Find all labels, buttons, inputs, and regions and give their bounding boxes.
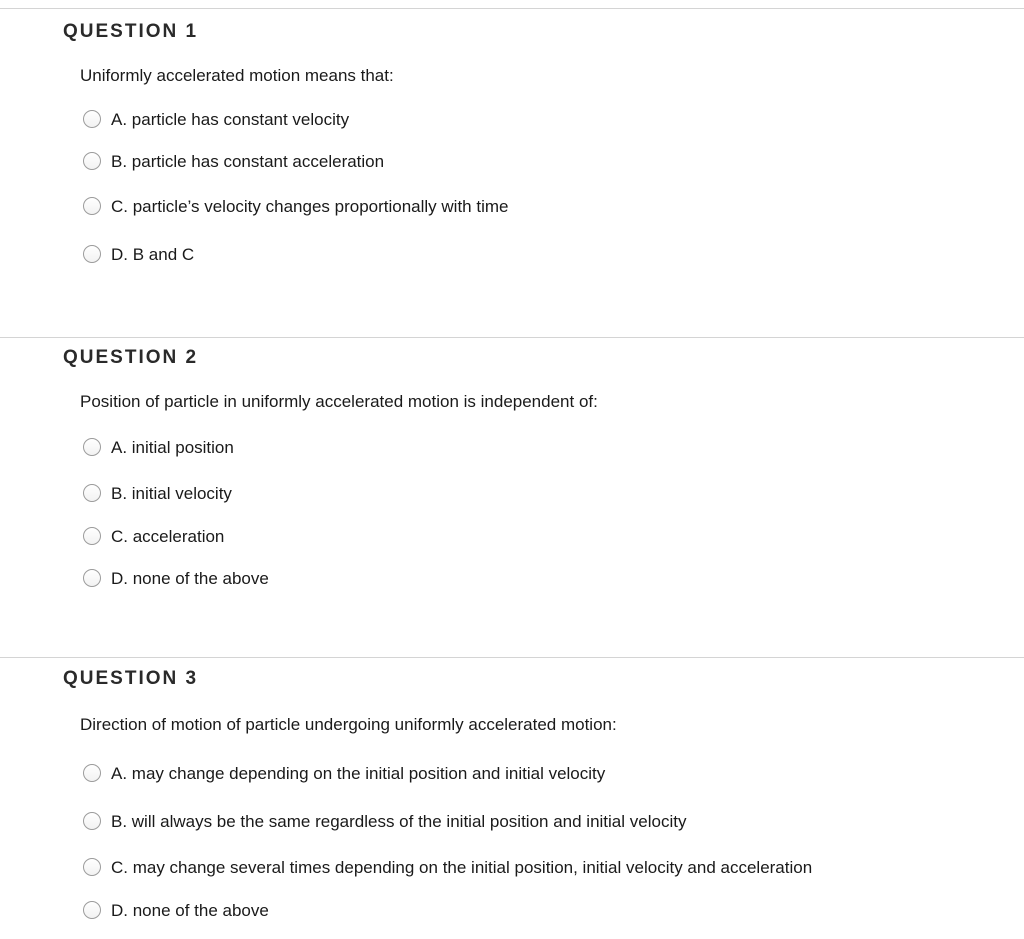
radio-button[interactable] xyxy=(83,110,101,128)
divider-question-3 xyxy=(0,657,1024,658)
divider-question-2 xyxy=(0,337,1024,338)
radio-button[interactable] xyxy=(83,858,101,876)
option-label: C. particle’s velocity changes proportionally with time xyxy=(111,196,509,216)
question-3-option-b[interactable] xyxy=(83,810,686,832)
option-label: A. may change depending on the initial position and initial velocity xyxy=(111,763,606,783)
radio-button[interactable] xyxy=(83,484,101,502)
question-2-text: Position of particle in uniformly accelerated motion is independent of: xyxy=(80,392,598,411)
option-label: D. B and C xyxy=(111,244,195,264)
option-label: B. initial velocity xyxy=(111,483,232,503)
radio-button[interactable] xyxy=(83,245,101,263)
question-2-option-c[interactable] xyxy=(83,525,224,547)
option-label: C. may change several times depending on the initial position, initial velocity and acceleration xyxy=(111,857,813,877)
radio-button[interactable] xyxy=(83,197,101,215)
radio-button[interactable] xyxy=(83,569,101,587)
option-label: D. none of the above xyxy=(111,900,269,920)
radio-button[interactable] xyxy=(83,527,101,545)
question-3-option-d[interactable] xyxy=(83,899,269,921)
option-label: B. will always be the same regardless of the initial position and initial velocity xyxy=(111,811,687,831)
question-3-heading: QUESTION 3 xyxy=(63,668,199,689)
question-3-option-c[interactable] xyxy=(83,856,812,878)
question-1-option-b[interactable] xyxy=(83,150,384,172)
radio-button[interactable] xyxy=(83,901,101,919)
radio-button[interactable] xyxy=(83,438,101,456)
question-1-text: Uniformly accelerated motion means that: xyxy=(80,66,394,85)
question-3-option-a[interactable] xyxy=(83,762,605,784)
question-1-option-a[interactable] xyxy=(83,108,349,130)
radio-button[interactable] xyxy=(83,152,101,170)
option-label: D. none of the above xyxy=(111,568,269,588)
question-2-option-b[interactable] xyxy=(83,482,232,504)
option-label: A. initial position xyxy=(111,437,234,457)
question-1-option-d[interactable] xyxy=(83,243,194,265)
question-1-option-c[interactable] xyxy=(83,195,508,217)
question-2-option-d[interactable] xyxy=(83,567,269,589)
question-1-heading: QUESTION 1 xyxy=(63,21,199,42)
question-2-heading: QUESTION 2 xyxy=(63,347,199,368)
option-label: B. particle has constant acceleration xyxy=(111,151,385,171)
question-2-option-a[interactable] xyxy=(83,436,234,458)
radio-button[interactable] xyxy=(83,812,101,830)
option-label: A. particle has constant velocity xyxy=(111,109,350,129)
question-3-text: Direction of motion of particle undergoing uniformly accelerated motion: xyxy=(80,715,617,734)
divider-top xyxy=(0,8,1024,9)
option-label: C. acceleration xyxy=(111,526,225,546)
radio-button[interactable] xyxy=(83,764,101,782)
